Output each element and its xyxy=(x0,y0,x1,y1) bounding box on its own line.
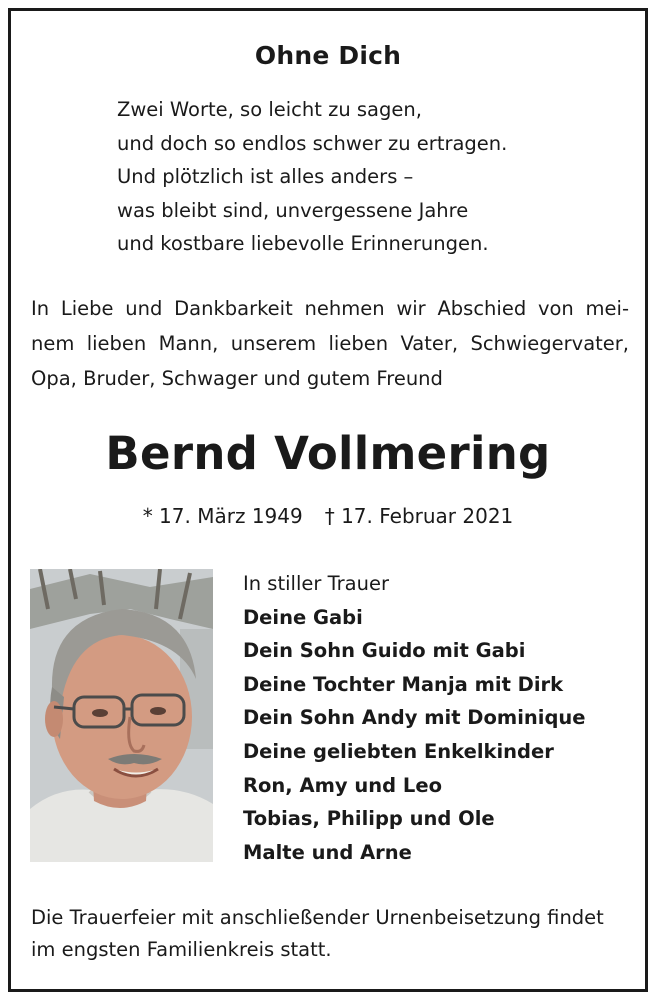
mourning-heading: In stiller Trauer xyxy=(243,572,389,595)
intro-line: Opa, Bruder, Schwager und gutem Freund xyxy=(31,367,443,390)
deceased-name: Bernd Vollmering xyxy=(105,427,551,480)
poem-line: was bleibt sind, unvergessene Jahre xyxy=(117,198,469,222)
mourner-line: Dein Sohn Guido mit Gabi xyxy=(243,639,526,663)
notice-title: Ohne Dich xyxy=(254,41,402,70)
birth-date: * 17. März 1949 xyxy=(142,504,303,528)
obituary-frame xyxy=(8,8,648,992)
life-dates xyxy=(11,504,645,528)
funeral-note xyxy=(31,902,629,966)
mourner-line: Deine geliebten Enkelkinder xyxy=(243,739,554,763)
mourner-line: Malte und Arne xyxy=(243,840,412,864)
mourner-line: Deine Tochter Manja mit Dirk xyxy=(243,672,564,696)
poem xyxy=(117,93,507,261)
poem-line: und doch so endlos schwer zu ertragen. xyxy=(117,131,508,155)
mourners-list xyxy=(243,567,586,869)
intro-line: nem lieben Mann, unserem lieben Vater, Schwiegervater, xyxy=(31,332,629,355)
intro-text xyxy=(31,291,629,396)
funeral-note-line: Die Trauerfeier mit anschließender Urnenbeisetzung findet xyxy=(31,906,604,929)
mourner-line: Tobias, Philipp und Ole xyxy=(243,807,495,831)
poem-line: und kostbare liebevolle Erinnerungen. xyxy=(117,232,489,255)
funeral-note-line: im engsten Familienkreis statt. xyxy=(31,938,332,961)
poem-line: Und plötzlich ist alles anders – xyxy=(117,165,414,188)
death-date: † 17. Februar 2021 xyxy=(324,504,514,528)
mourner-line: Ron, Amy und Leo xyxy=(243,773,442,797)
mourner-line: Dein Sohn Andy mit Dominique xyxy=(243,706,586,730)
intro-line: In Liebe und Dankbarkeit nehmen wir Abschied von mei- xyxy=(31,297,629,320)
portrait-photo-icon xyxy=(30,569,213,862)
mourner-line: Deine Gabi xyxy=(243,605,363,629)
poem-line: Zwei Worte, so leicht zu sagen, xyxy=(117,98,422,121)
